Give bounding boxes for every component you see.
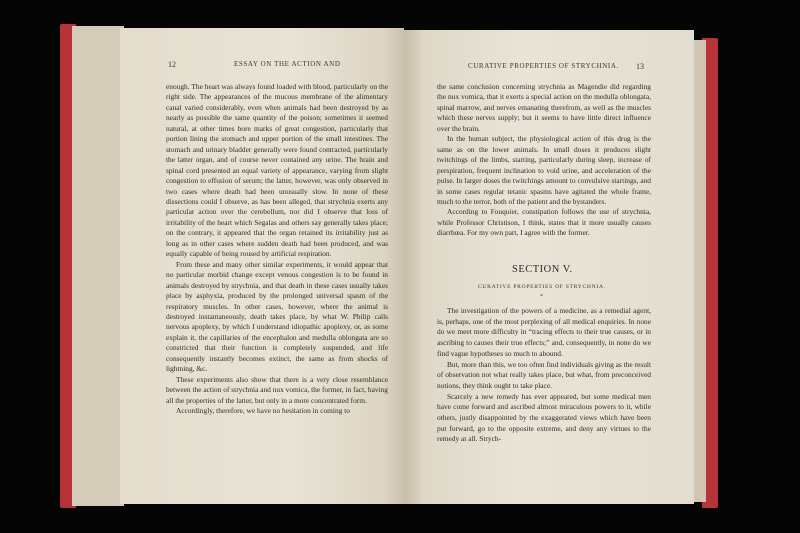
right-page [404,30,694,504]
paragraph: enough. The heart was always found loaded with blood, particularly on the right side. The appearances of the mucous membrane of the alimentary canal varied considerably, even when animals had been destroyed by as nearly as possible the same quantity of the poison; sometimes it seemed natural, at other times bore marks of great congestion, particularly that portion lining the stomach and upper portion of the small intestines. The stomach and urinary bladder generally were found contracted, particularly the latter organ, and of course never contained any urine. The brain and spinal cord presented an equal variety of appearance, varying from slight congestion to effusion of serum; the latter, however, was only observed in two cases where death had been unusually slow. In none of these dissections could I observe, as has been alleged, that strychnia exerts any particular action over the cerebellum, nor did I observe that loss of irritability of the heart which Segalas and others say generally takes place; on the contrary, it appeared that the organ retained its irritability just as long as in other cases where sudden death had been produced, and was equally capable of being roused by artificial respiration. [166,82,388,259]
right-page-body-bottom [437,306,651,445]
paragraph: But, more than this, we too often find individuals giving as the result of observation not what really takes place, but what, from preconceived notions, they think ought to take place. [437,359,651,390]
page-number-left: 12 [168,60,176,69]
section-subheading: CURATIVE PROPERTIES OF STRYCHNIA. [478,284,606,290]
left-page-block [72,26,124,506]
right-page-body-top [437,82,651,239]
paragraph: the same conclusion concerning strychnia as Magendie did regarding the nux vomica, that it exerts a special action on the medulla oblongata, spinal marrow, and nerves emanating therefrom, as well as the muscles which these nerves supply; but it seems to have little direct influence over the brain. [437,82,651,133]
paragraph: In the human subject, the physiological action of this drug is the same as on the lower animals. In small doses it produces slight twitchings of the limbs, starting, particularly during sleep, increase of perspiration, frequent inclination to void urine, and acceleration of the pulse. In larger doses the twitchings amount to convulsive startings, and in some cases regular tetanic spasms have agitated the whole frame, much to the terror, both of the patient and the bystanders. [437,134,651,206]
section-heading: SECTION V. [512,264,573,275]
paragraph: The investigation of the powers of a medicine, as a remedial agent, is, perhaps, one of the most perplexing of all medical enquiries. In none do we meet more difficulty in “tracing effects to their true causes, or in ascribing to causes their true effects;” and, consequently, in none do we find vague hypotheses so much to abound. [437,306,651,358]
section-ornament: * [540,294,543,300]
paragraph: Accordingly, therefore, we have no hesitation in coming to [176,406,350,416]
page-number-right: 13 [636,62,644,71]
running-head-left: ESSAY ON THE ACTION AND [234,60,341,68]
paragraph: According to Fouquier, constipation follows the use of strychnia, while Professor Christison, I think, states that it more usually causes diarrhœa. For my own part, I agree with the former. [437,207,651,238]
left-page [120,28,404,504]
paragraph: Scarcely a new remedy has ever appeared, but some medical men have come forward and ascribed almost miraculous powers to it, while others, justly disappointed by the exaggerated views which have been put forward, go to the opposite extreme, and deny any virtues to the remedy at all. Strych- [437,391,651,444]
left-page-body [166,82,388,417]
running-head-right: CURATIVE PROPERTIES OF STRYCHNIA. [468,62,619,70]
paragraph: From these and many other similar experiments, it would appear that no particular morbid change except venous congestion is to be found in animals destroyed by strychnia, and that death in these cases usually takes place by asphyxia, produced by the prolonged universal spasm of the respiratory muscles. In other cases, however, where the animal is destroyed instantaneously, death takes place, by what W. Philip calls nervous apoplexy, by which I understand idiopathic apoplexy, or, as some explain it, the capillaries of the encephalon and medulla oblongata are so constricted that their function is completely suspended, and life consequently instantly becomes extinct, the same as from shocks of lightning, &c. [166,259,388,374]
paragraph: These experiments also show that there is a very close resemblance between the action of strychnia and nux vomica, the former, in fact, having all the properties of the latter, but only in a more concentrated form. [166,374,388,405]
